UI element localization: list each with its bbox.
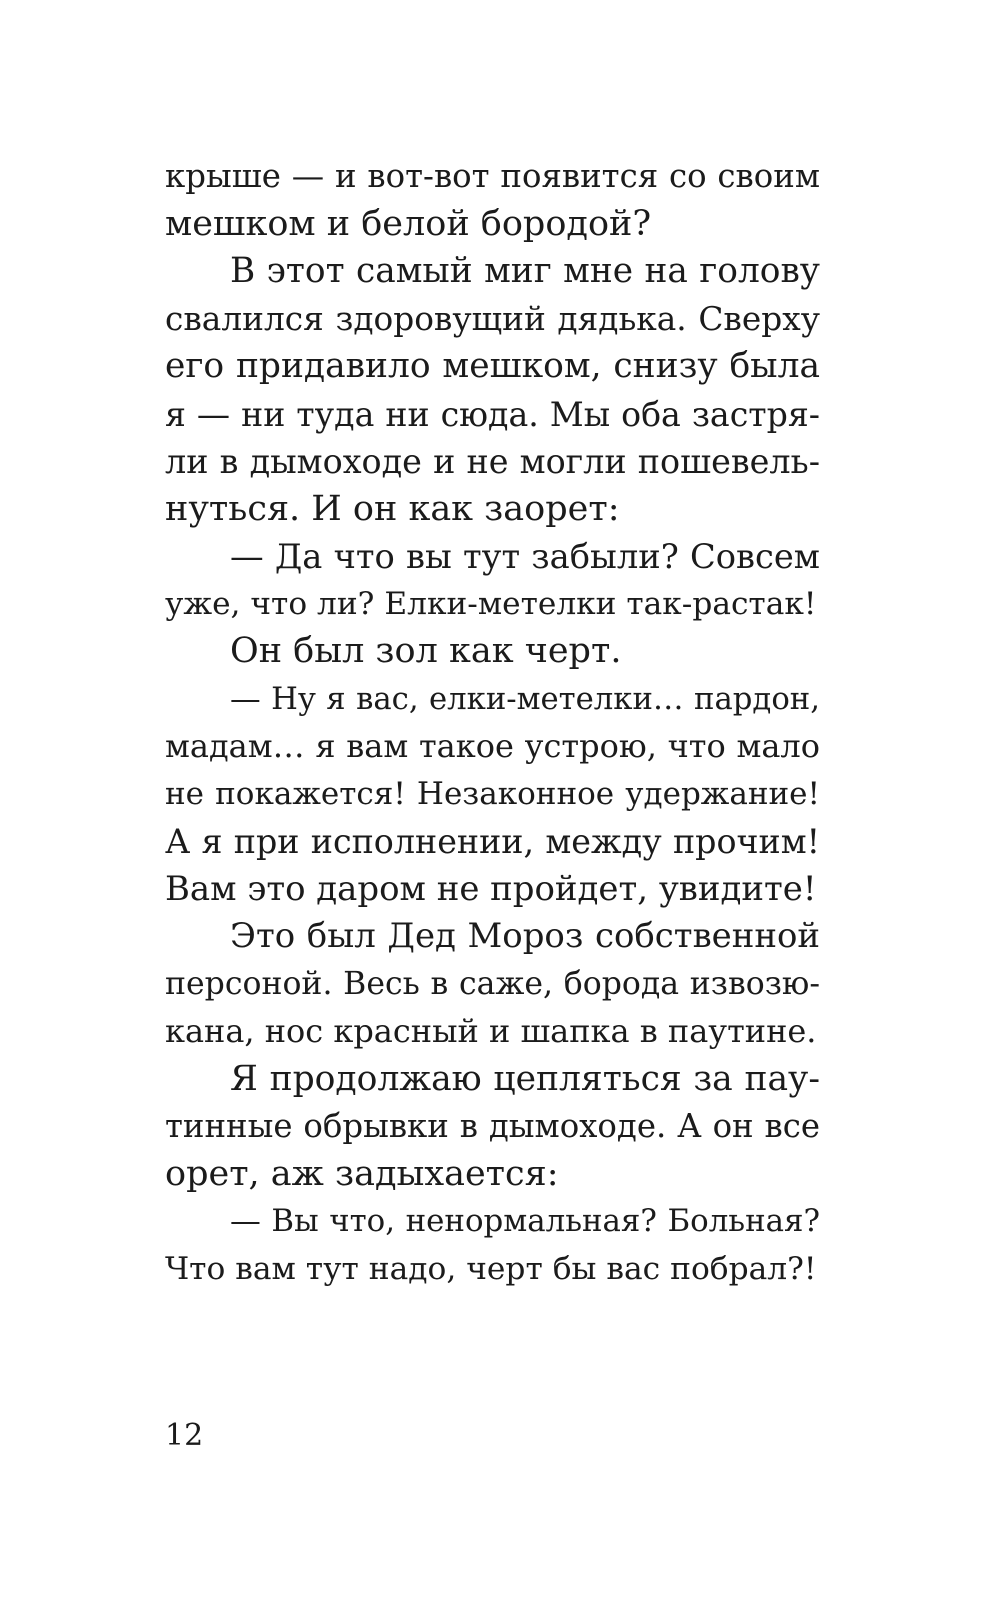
text-line: Вам это даром не пройдет, увидите! <box>165 869 817 909</box>
text-line: его придавило мешком, снизу была <box>165 346 820 386</box>
text-line: В этот самый миг мне на голову <box>230 251 820 291</box>
text-line: ли в дымоходе и не могли пошевель- <box>165 442 820 481</box>
text-line: Я продолжаю цепляться за пау- <box>230 1058 820 1099</box>
text-line: не покажется! Незаконное удержание! <box>165 775 820 812</box>
text-line: персоной. Весь в саже, борода извозю- <box>165 965 820 1002</box>
text-line: А я при исполнении, между прочим! <box>165 822 820 861</box>
text-line: — Ну я вас, елки-метелки… пардон, <box>230 681 820 717</box>
text-line: свалился здоровущий дядька. Сверху <box>165 299 820 338</box>
text-line: Он был зол как черт. <box>230 631 622 671</box>
text-line: тинные обрывки в дымоходе. А он все <box>165 1107 820 1145</box>
text-line: мешком и белой бородой? <box>165 203 652 244</box>
text-line: орет, аж задыхается: <box>165 1153 559 1194</box>
text-line: кана, нос красный и шапка в паутине. <box>165 1012 817 1050</box>
text-line: нуться. И он как заорет: <box>165 488 620 529</box>
text-line: я — ни туда ни сюда. Мы оба застря- <box>165 394 820 434</box>
body-text <box>165 153 820 1293</box>
text-line: крыше — и вот-вот появится со своим <box>165 157 820 195</box>
text-line: — Вы что, ненормальная? Больная? <box>230 1203 820 1239</box>
text-line: Что вам тут надо, черт бы вас побрал?! <box>165 1250 817 1287</box>
text-line: — Да что вы тут забыли? Совсем <box>230 537 820 576</box>
page-number: 12 <box>165 1418 204 1453</box>
text-line: Это был Дед Мороз собственной <box>230 917 820 956</box>
text-line: уже, что ли? Елки-метелки так-растак! <box>165 585 817 622</box>
text-line: мадам… я вам такое устрою, что мало <box>165 727 820 765</box>
